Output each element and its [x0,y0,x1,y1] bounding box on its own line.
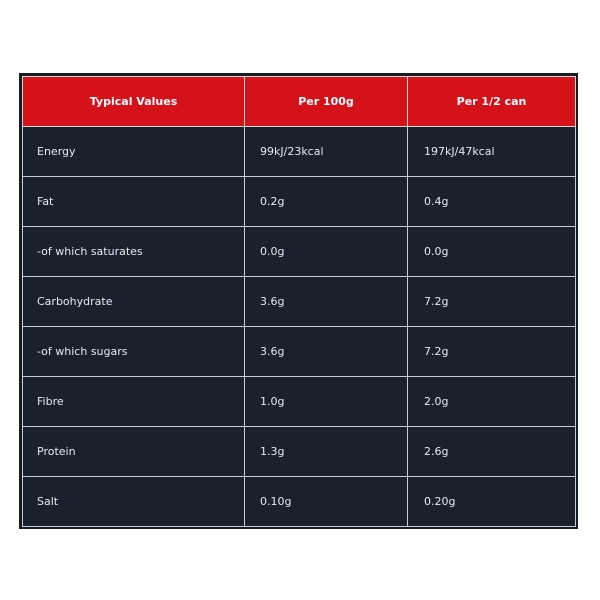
per-100g-value: 0.0g [245,227,408,277]
nutrient-label: Energy [23,127,245,177]
nutrient-label: Carbohydrate [23,277,245,327]
per-half-can-value: 197kJ/47kcal [408,127,576,177]
header-typical-values: Typical Values [23,77,245,127]
nutrient-label: Fibre [23,377,245,427]
table-row [23,227,576,277]
per-100g-value: 1.0g [245,377,408,427]
per-100g-value: 99kJ/23kcal [245,127,408,177]
table-row [23,127,576,177]
table-row [23,377,576,427]
table-row [23,327,576,377]
table-row [23,427,576,477]
nutrient-label: Protein [23,427,245,477]
per-half-can-value: 0.4g [408,177,576,227]
per-100g-value: 0.2g [245,177,408,227]
nutrition-table-frame [19,73,578,529]
table-row [23,277,576,327]
per-100g-value: 1.3g [245,427,408,477]
per-100g-value: 3.6g [245,277,408,327]
table-row [23,177,576,227]
per-100g-value: 3.6g [245,327,408,377]
nutrient-label: Salt [23,477,245,527]
nutrient-label: -of which saturates [23,227,245,277]
nutrient-label: Fat [23,177,245,227]
per-half-can-value: 7.2g [408,327,576,377]
per-half-can-value: 7.2g [408,277,576,327]
nutrient-label: -of which sugars [23,327,245,377]
header-per-half-can: Per 1/2 can [408,77,576,127]
per-half-can-value: 2.0g [408,377,576,427]
nutrition-table [22,76,576,527]
table-row [23,477,576,527]
header-per-100g: Per 100g [245,77,408,127]
per-half-can-value: 0.20g [408,477,576,527]
header-row [23,77,576,127]
per-100g-value: 0.10g [245,477,408,527]
per-half-can-value: 2.6g [408,427,576,477]
per-half-can-value: 0.0g [408,227,576,277]
